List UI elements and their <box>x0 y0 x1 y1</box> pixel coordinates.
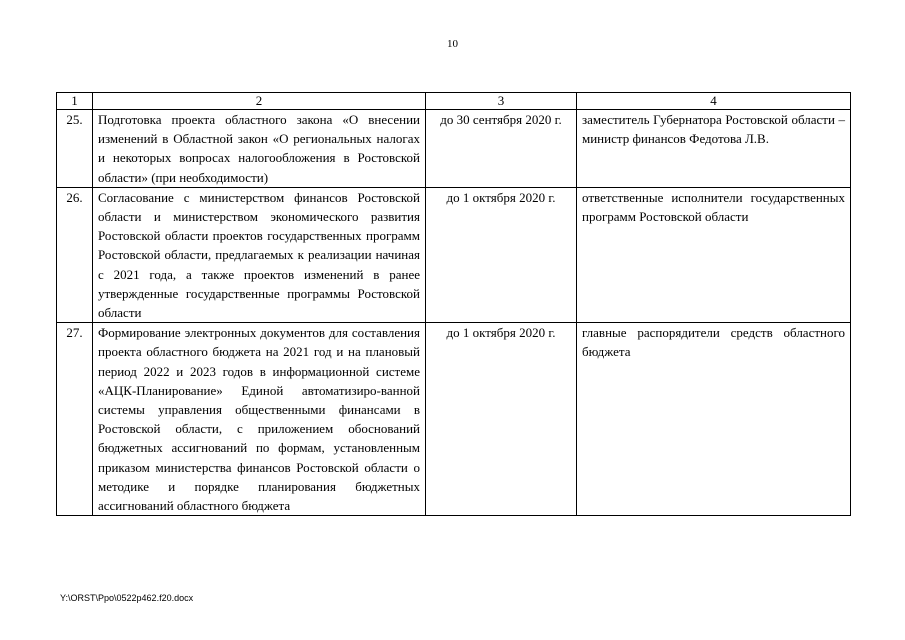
plan-table <box>56 92 851 516</box>
header-cell-4: 4 <box>577 93 851 110</box>
page-number: 10 <box>447 38 458 50</box>
header-cell-2: 2 <box>93 93 426 110</box>
header-cell-1: 1 <box>57 93 93 110</box>
row-number: 27. <box>57 323 93 516</box>
row-number: 26. <box>57 187 93 322</box>
file-path-footer: Y:\ORST\Ppo\0522p462.f20.docx <box>60 593 194 603</box>
row-number: 25. <box>57 110 93 188</box>
responsible-party: главные распорядители средств областного бюджета <box>577 323 851 516</box>
table-row <box>57 323 851 516</box>
deadline: до 1 октября 2020 г. <box>426 323 577 516</box>
responsible-party: ответственные исполнители государственных программ Ростовской области <box>577 187 851 322</box>
responsible-party: заместитель Губернатора Ростовской области – министр финансов Федотова Л.В. <box>577 110 851 188</box>
deadline: до 1 октября 2020 г. <box>426 187 577 322</box>
table-header-row <box>57 93 851 110</box>
task-description: Формирование электронных документов для составления проекта областного бюджета на 2021 год и на плановый период 2022 и 2023 годов в информационной системе «АЦК-Планирование» Единой автоматизиро-ванной системы управления общественными финансами в Ростовской области, с приложением обоснований бюджетных ассигнований по формам, установленным приказом министерства финансов Ростовской области о методике и порядке планирования бюджетных ассигнований областного бюджета <box>93 323 426 516</box>
table-row <box>57 110 851 188</box>
header-cell-3: 3 <box>426 93 577 110</box>
deadline: до 30 сентября 2020 г. <box>426 110 577 188</box>
task-description: Подготовка проекта областного закона «О внесении изменений в Областной закон «О региональных налогах и некоторых вопросах налогообложения в Ростовской области» (при необходимости) <box>93 110 426 188</box>
table-row <box>57 187 851 322</box>
task-description: Согласование с министерством финансов Ростовской области и министерством экономического развития Ростовской области проектов государственных программ Ростовской области, предлагаемых к реализации начиная с 2021 года, а также проектов изменений в ранее утвержденные государственные программы Ростовской области <box>93 187 426 322</box>
